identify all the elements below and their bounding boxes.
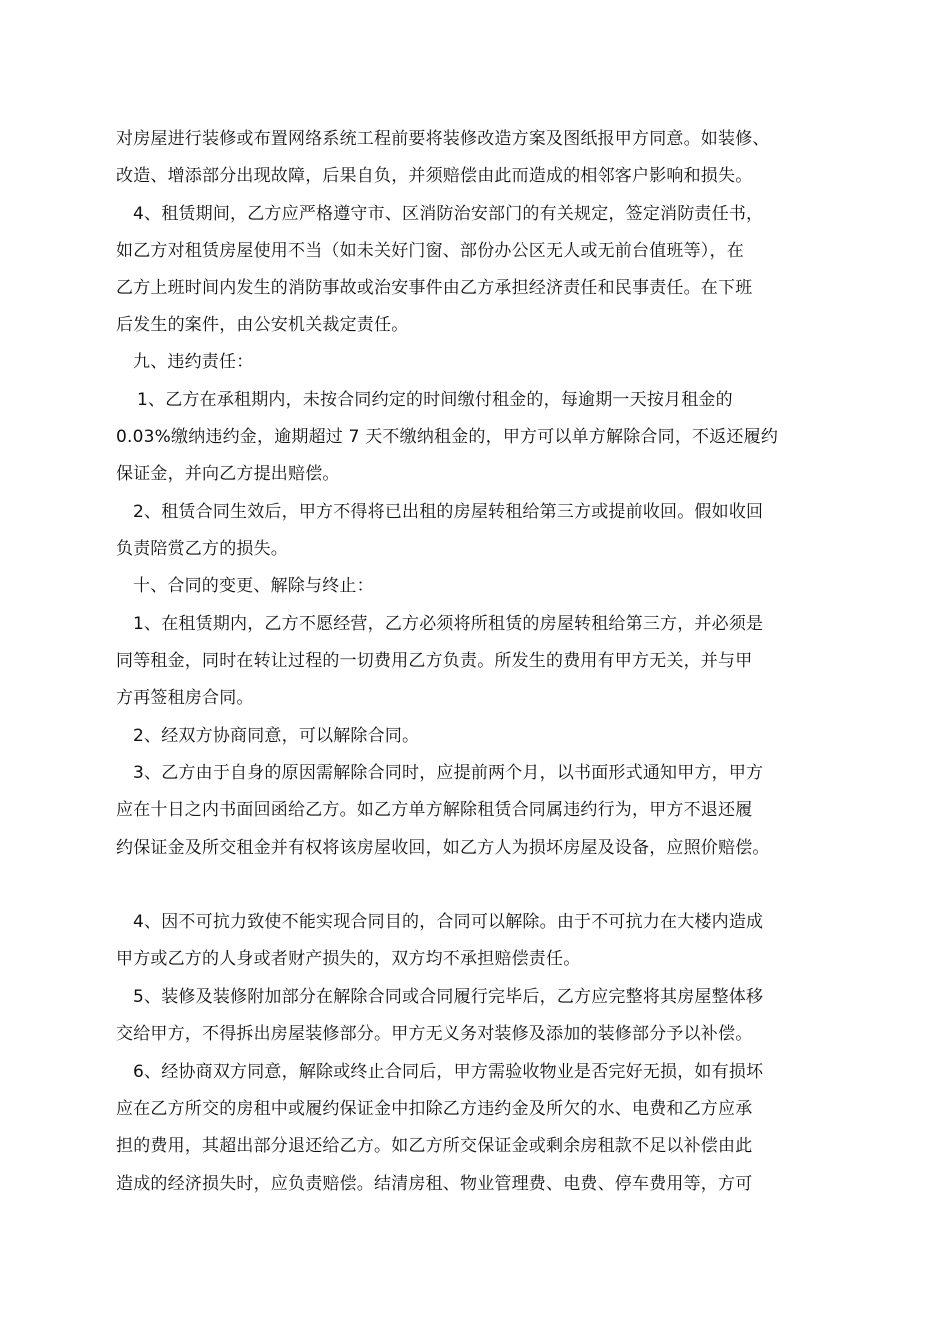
clause-10-6-line-3: 担的费用，其超出部分退还给乙方。如乙方所交保证金或剩余房租款不足以补偿由此 <box>116 1136 753 1156</box>
clause-8-4-line-1: 4、租赁期间，乙方应严格遵守市、区消防治安部门的有关规定，签定消防责任书， <box>133 204 764 224</box>
clause-10-1-line-3: 方再签租房合同。 <box>116 688 254 708</box>
clause-8-4-line-3: 乙方上班时间内发生的消防事故或治安事件由乙方承担经济责任和民事责任。在下班 <box>116 278 753 298</box>
clause-10-1-line-1: 1、在租赁期内，乙方不愿经营，乙方必须将所租赁的房屋转租给第三方，并必须是 <box>133 614 764 634</box>
clause-9-1-line-2: 0.03%缴纳违约金，逾期超过 7 天不缴纳租金的，甲方可以单方解除合同，不返还履约 <box>116 427 779 447</box>
section-10-heading: 十、合同的变更、解除与终止： <box>133 576 374 596</box>
clause-8-4-line-4: 后发生的案件，由公安机关裁定责任。 <box>116 315 409 335</box>
text-line-1: 对房屋进行装修或布置网络系统工程前要将装修改造方案及图纸报甲方同意。如装修、 <box>116 129 770 149</box>
clause-10-1-line-2: 同等租金，同时在转让过程的一切费用乙方负责。所发生的费用有甲方无关，并与甲 <box>116 651 753 671</box>
clause-9-2-line-1: 2、租赁合同生效后，甲方不得将已出租的房屋转租给第三方或提前收回。假如收回 <box>133 502 764 522</box>
text-line-2: 改造、增添部分出现故障，后果自负，并须赔偿由此而造成的相邻客户影响和损失。 <box>116 166 753 186</box>
clause-10-3-line-2: 应在十日之内书面回函给乙方。如乙方单方解除租赁合同属违约行为，甲方不退还履 <box>116 800 753 820</box>
clause-9-1-line-1: 1、乙方在承租期内，未按合同约定的时间缴付租金的，每逾期一天按月租金的 <box>137 390 733 410</box>
clause-10-3-line-3: 约保证金及所交租金并有权将该房屋收回，如乙方人为损坏房屋及设备，应照价赔偿。 <box>116 838 770 858</box>
clause-9-2-line-2: 负责陪赏乙方的损失。 <box>116 539 288 559</box>
section-9-heading: 九、违约责任： <box>133 352 254 372</box>
clause-10-6-line-1: 6、经协商双方同意，解除或终止合同后，甲方需验收物业是否完好无损，如有损坏 <box>133 1062 764 1082</box>
clause-10-5-line-1: 5、装修及装修附加部分在解除合同或合同履行完毕后，乙方应完整将其房屋整体移 <box>133 987 764 1007</box>
clause-10-4-line-1: 4、因不可抗力致使不能实现合同目的，合同可以解除。由于不可抗力在大楼内造成 <box>133 912 764 932</box>
clause-9-1-line-3: 保证金，并向乙方提出赔偿。 <box>116 464 340 484</box>
clause-8-4-line-2: 如乙方对租赁房屋使用不当（如未关好门窗、部份办公区无人或无前台值班等），在 <box>116 241 744 261</box>
clause-10-6-line-4: 造成的经济损失时，应负责赔偿。结清房租、物业管理费、电费、停车费用等，方可 <box>116 1174 753 1194</box>
clause-10-5-line-2: 交给甲方，不得拆出房屋装修部分。甲方无义务对装修及添加的装修部分予以补偿。 <box>116 1024 753 1044</box>
clause-10-4-line-2: 甲方或乙方的人身或者财产损失的，双方均不承担赔偿责任。 <box>116 949 581 969</box>
clause-10-2-line-1: 2、经双方协商同意，可以解除合同。 <box>133 726 420 746</box>
clause-10-3-line-1: 3、乙方由于自身的原因需解除合同时，应提前两个月，以书面形式通知甲方，甲方 <box>133 763 764 783</box>
clause-10-6-line-2: 应在乙方所交的房租中或履约保证金中扣除乙方违约金及所欠的水、电费和乙方应承 <box>116 1099 753 1119</box>
